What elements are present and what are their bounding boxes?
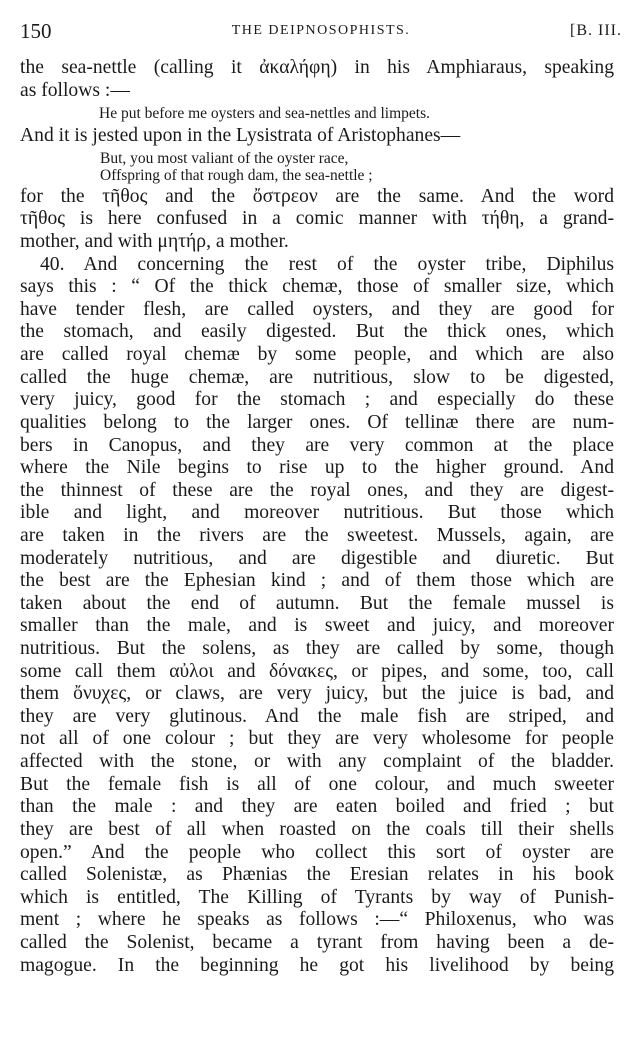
text-line: nutritious. But the solens, as they are called by some, though [20, 638, 614, 660]
text-line: called the Solenist, became a tyrant from having been a de- [20, 931, 614, 953]
text-line: some call them αὐλοι and δόνακες, or pipes, and some, too, call [20, 660, 614, 682]
text-line: affected with the stone, or with any complaint of the bladder. [20, 751, 614, 773]
paragraph-start-line: 40. And concerning the rest of the oyster tribe, Diphilus [40, 253, 614, 275]
text-line: very juicy, good for the stomach ; and especially do these [20, 389, 614, 411]
book-title: THE DEIPNOSOPHISTS. [231, 23, 411, 38]
text-line: moderately nutritious, and are digestible and diuretic. But [20, 547, 614, 569]
running-head [20, 18, 622, 44]
text-line: they are very glutinous. And the male fish are striped, and [20, 705, 614, 727]
text-line: they are best of all when roasted on the coals till their shells [20, 818, 614, 840]
text-line: where the Nile begins to rise up to the higher ground. And [20, 457, 614, 479]
text-line: which is entitled, The Killing of Tyrants by way of Punish- [20, 886, 614, 908]
text-line: than the male : and they are eaten boiled and fried ; but [20, 796, 614, 818]
text-line: the thinnest of these are the royal ones, and they are digest- [20, 479, 614, 501]
text-line: have tender flesh, are called oysters, and they are good for [20, 298, 614, 320]
text-line: the best are the Ephesian kind ; and of them those which are [20, 570, 614, 592]
text-line: mother, and with μητήρ, a mother. [20, 231, 289, 253]
text-line: But the female fish is all of one colour, and much sweeter [20, 773, 614, 795]
verse-quotation [20, 104, 614, 123]
text-line: And it is jested upon in the Lysistrata of Aristophanes— [20, 125, 461, 147]
text-line: as follows :— [20, 79, 130, 101]
verse-quotation [20, 150, 614, 184]
book-reference: [B. III. [570, 22, 622, 39]
text-line: are called royal chemæ by some people, and which are also [20, 344, 614, 366]
text-line: the sea-nettle (calling it ἀκαλήφη) in his Amphiaraus, speaking [20, 57, 614, 78]
page-number: 150 [20, 19, 52, 43]
text-line: ible and light, and moreover nutritious. But those which [20, 502, 614, 524]
text-line: magogue. In the beginning he got his livelihood by being [20, 954, 614, 976]
text-line: them ὄνυχες, or claws, are very juicy, but the juice is bad, and [20, 683, 614, 705]
body-text [20, 57, 614, 977]
text-line: for the τῆθος and the ὄστρεον are the same. And the word [20, 185, 614, 207]
text-line: are taken in the rivers are the sweetest. Mussels, again, are [20, 524, 614, 546]
text-line: not all of one colour ; but they are very wholesome for people [20, 728, 614, 750]
text-line: says this : “ Of the thick chemæ, those of smaller size, which [20, 276, 614, 298]
text-line: open.” And the people who collect this sort of oyster are [20, 841, 614, 863]
text-line: the stomach, and easily digested. But the thick ones, which [20, 321, 614, 343]
text-line: called Solenistæ, as Phænias the Eresian relates in his book [20, 864, 614, 886]
text-line: called the huge chemæ, are nutritious, slow to be digested, [20, 366, 614, 388]
verse-line: But, you most valiant of the oyster race, [100, 149, 349, 167]
text-line: ment ; where he speaks as follows :—“ Philoxenus, who was [20, 909, 614, 931]
verse-line: He put before me oysters and sea-nettles and limpets. [99, 105, 430, 123]
text-line: qualities belong to the larger ones. Of tellinæ there are num- [20, 411, 614, 433]
text-line: smaller than the male, and is sweet and juicy, and moreover [20, 615, 614, 637]
text-line: taken about the end of autumn. But the female mussel is [20, 592, 614, 614]
text-line: τῆθος is here confused in a comic manner with τήθη, a grand- [20, 208, 614, 230]
text-line: bers in Canopus, and they are very common at the place [20, 434, 614, 456]
verse-line: Offspring of that rough dam, the sea-nettle ; [100, 166, 373, 184]
